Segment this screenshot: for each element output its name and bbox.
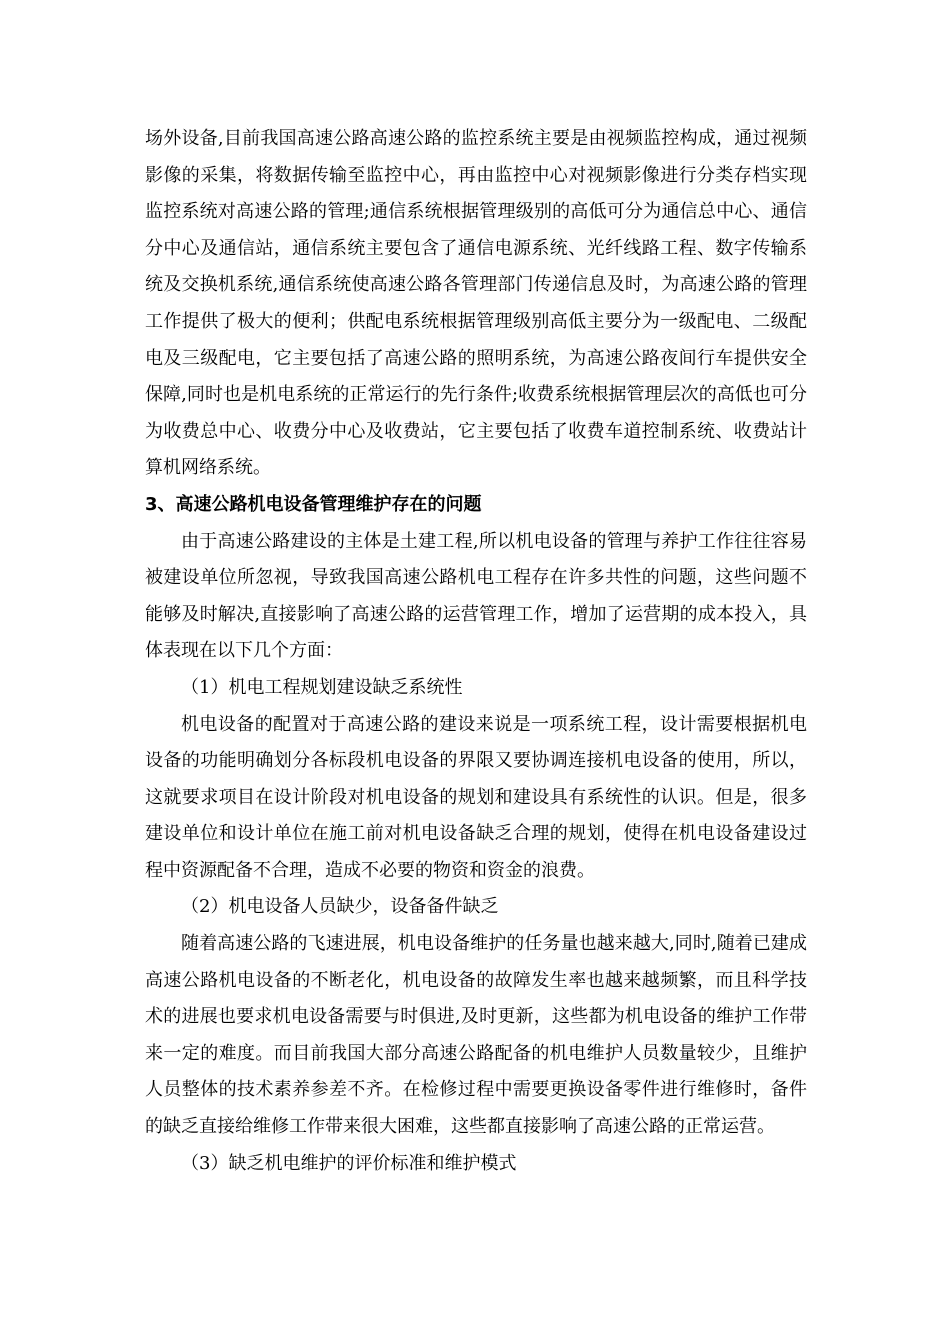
- paragraph-item-1: 机电设备的配置对于高速公路的建设来说是一项系统工程，设计需要根据机电设备的功能明确划分各标段机电设备的界限又要协调连接机电设备的使用，所以，这就要求项目在设计阶段对机电设备的规划和建设具有系统性的认识。但是，很多建设单位和设计单位在施工前对机电设备缺乏合理的规划，使得在机电设备建设过程中资源配备不合理，造成不必要的物资和资金的浪费。: [145, 713, 807, 881]
- subheading-item-2: （2）机电设备人员缺少，设备备件缺乏: [181, 896, 499, 918]
- paragraph-section3-intro: 由于高速公路建设的主体是土建工程,所以机电设备的管理与养护工作往往容易被建设单位所忽视，导致我国高速公路机电工程存在许多共性的问题，这些问题不能够及时解决,直接影响了高速公路的运营管理工作，增加了运营期的成本投入，具体表现在以下几个方面：: [145, 530, 807, 662]
- subheading-item-3: （3）缺乏机电维护的评价标准和维护模式: [181, 1152, 517, 1174]
- document-page: [145, 121, 807, 1182]
- section-heading-3: 3、高速公路机电设备管理维护存在的问题: [145, 493, 482, 515]
- subheading-item-1: （1）机电工程规划建设缺乏系统性: [181, 676, 463, 698]
- paragraph-item-2: 随着高速公路的飞速进展，机电设备维护的任务量也越来越大,同时,随着已建成高速公路机电设备的不断老化，机电设备的故障发生率也越来越频繁，而且科学技术的进展也要求机电设备需要与时俱进,及时更新，这些都为机电设备的维护工作带来一定的难度。而目前我国大部分高速公路配备的机电维护人员数量较少，且维护人员整体的技术素养参差不齐。在检修过程中需要更换设备零件进行维修时，备件的缺乏直接给维修工作带来很大困难，这些都直接影响了高速公路的正常运营。: [145, 933, 807, 1138]
- paragraph-equipment-systems: 场外设备,目前我国高速公路高速公路的监控系统主要是由视频监控构成，通过视频影像的采集，将数据传输至监控中心，再由监控中心对视频影像进行分类存档实现监控系统对高速公路的管理;通信系统根据管理级别的高低可分为通信总中心、通信分中心及通信站，通信系统主要包含了通信电源系统、光纤线路工程、数字传输系统及交换机系统,通信系统使高速公路各管理部门传递信息及时，为高速公路的管理工作提供了极大的便利；供配电系统根据管理级别高低主要分为一级配电、二级配电及三级配电，它主要包括了高速公路的照明系统，为高速公路夜间行车提供安全保障,同时也是机电系统的正常运行的先行条件;收费系统根据管理层次的高低也可分为收费总中心、收费分中心及收费站，它主要包括了收费车道控制系统、收费站计算机网络系统。: [145, 128, 807, 479]
